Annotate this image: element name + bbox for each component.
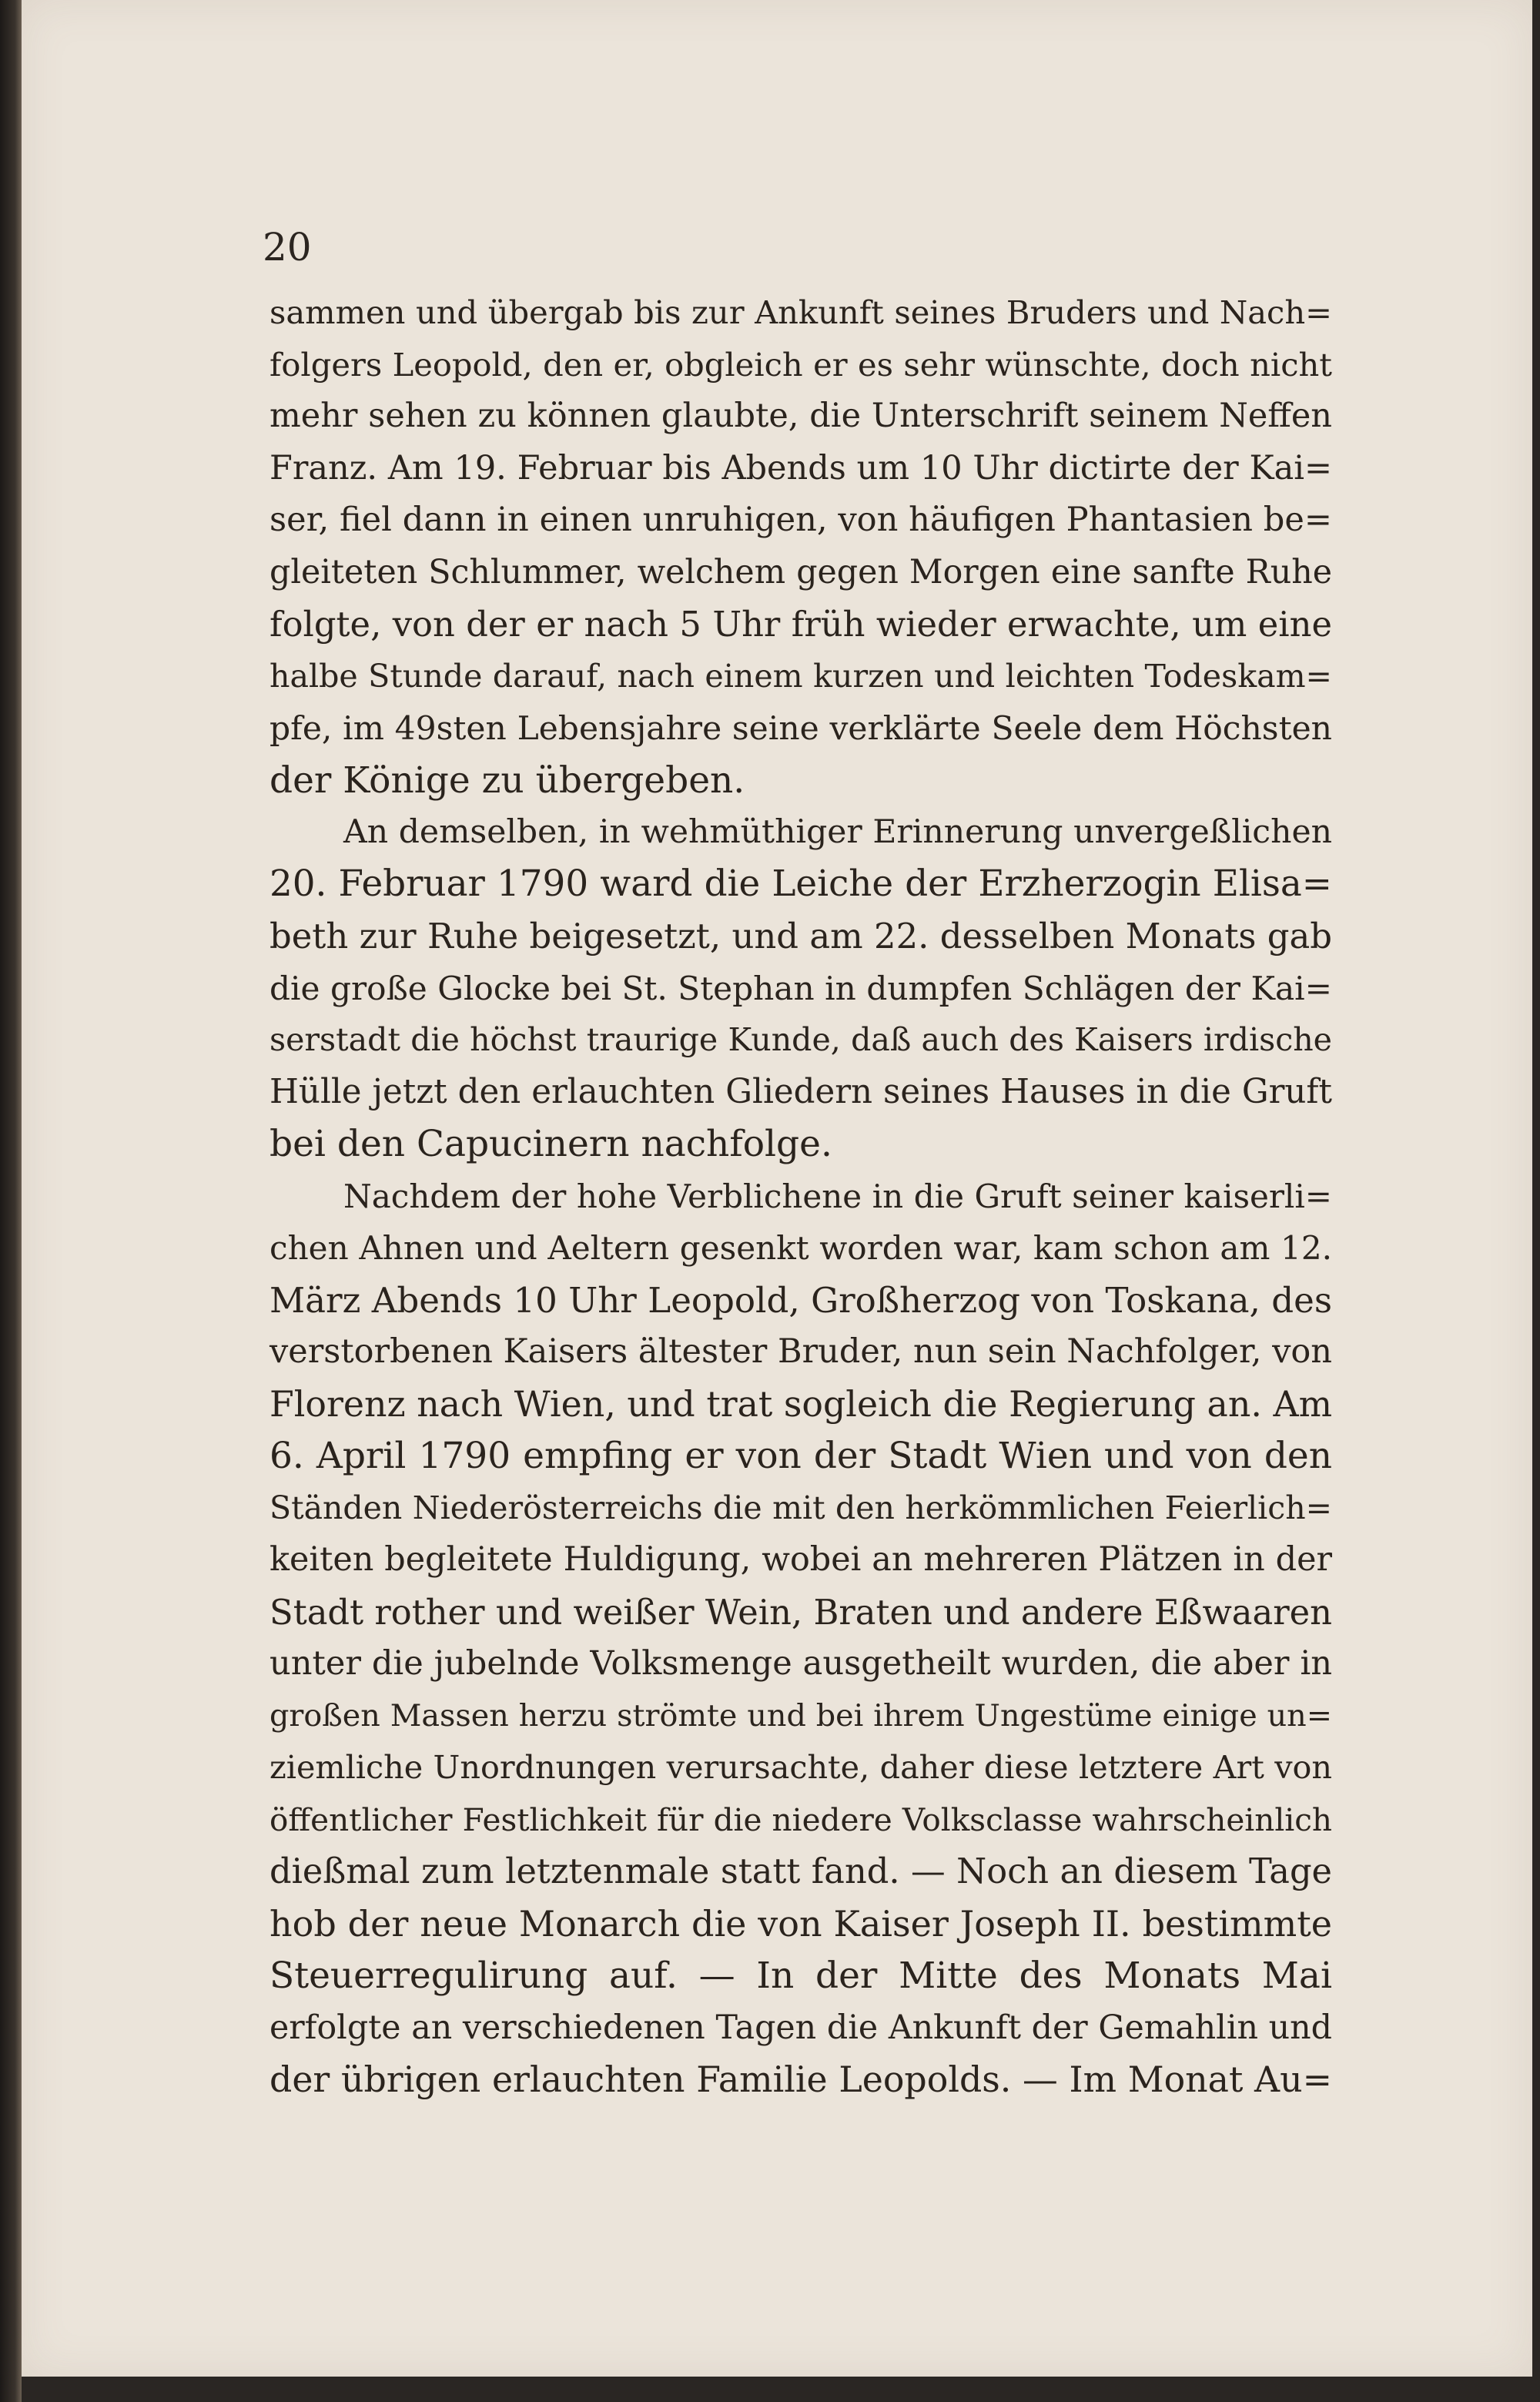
text-line: hob der neue Monarch die von Kaiser Joseph II. bestimmte	[270, 1902, 1332, 1945]
text-line: öffentlicher Festlichkeit für die niedere Volksclasse wahrscheinlich	[270, 1801, 1332, 1838]
text-line: Steuerregulirung auf. — In der Mitte des Monats Mai	[270, 1955, 1332, 1997]
text-line: Ständen Niederösterreichs die mit den herkömmlichen Feierlich=	[270, 1489, 1332, 1526]
text-line: keiten begleitete Huldigung, wobei an mehreren Plätzen in der	[270, 1540, 1332, 1579]
text-line: serstadt die höchst traurige Kunde, daß auch des Kaisers irdische	[270, 1021, 1332, 1058]
text-line: ser, fiel dann in einen unruhigen, von häufigen Phantasien be=	[270, 501, 1332, 539]
text-line: der übrigen erlauchten Familie Leopolds. — Im Monat Au=	[270, 2059, 1332, 2100]
text-line: pfe, im 49sten Lebensjahre seine verklärte Seele dem Höchsten	[270, 709, 1332, 747]
text-line: die große Glocke bei St. Stephan in dumpfen Schlägen der Kai=	[270, 969, 1332, 1007]
text-line: verstorbenen Kaisers ältester Bruder, nun sein Nachfolger, von	[270, 1332, 1332, 1371]
page-edge	[0, 0, 22, 2402]
text-line: Franz. Am 19. Februar bis Abends um 10 Uhr dictirte der Kai=	[270, 448, 1332, 487]
text-line: erfolgte an verschiedenen Tagen die Ankunft der Gemahlin und	[270, 2008, 1332, 2047]
text-line: dießmal zum letztenmale statt fand. — Noch an diesem Tage	[270, 1851, 1332, 1891]
text-line: sammen und übergab bis zur Ankunft seines Bruders und Nach=	[270, 293, 1332, 331]
text-line: unter die jubelnde Volksmenge ausgetheilt wurden, die aber in	[270, 1644, 1332, 1683]
text-line: Stadt rother und weißer Wein, Braten und andere Eßwaaren	[270, 1591, 1332, 1633]
text-line: der Könige zu übergeben.	[270, 759, 745, 802]
text-line: Florenz nach Wien, und trat sogleich die Regierung an. Am	[270, 1382, 1332, 1425]
text-line: gleiteten Schlummer, welchem gegen Morgen eine sanfte Ruhe	[270, 552, 1332, 591]
text-line: beth zur Ruhe beigesetzt, und am 22. desselben Monats gab	[270, 916, 1332, 956]
body-text	[270, 286, 1332, 2106]
text-line: chen Ahnen und Aeltern gesenkt worden war, kam schon am 12.	[270, 1229, 1332, 1267]
text-line: halbe Stunde darauf, nach einem kurzen und leichten Todeskam=	[270, 657, 1332, 695]
page-number: 20	[263, 225, 312, 270]
text-line: großen Massen herzu strömte und bei ihrem Ungestüme einige un=	[270, 1697, 1332, 1734]
text-line: Nachdem der hohe Verblichene in die Gruft seiner kaiserli=	[343, 1177, 1332, 1215]
text-line: bei den Capucinern nachfolge.	[270, 1123, 832, 1165]
text-line: An demselben, in wehmüthiger Erinnerung unvergeßlichen	[343, 813, 1332, 851]
text-line: 6. April 1790 empfing er von der Stadt Wien und von den	[270, 1435, 1332, 1477]
text-line: folgers Leopold, den er, obgleich er es sehr wünschte, doch nicht	[270, 345, 1332, 384]
text-line: 20. Februar 1790 ward die Leiche der Erzherzogin Elisa=	[270, 863, 1332, 905]
text-line: mehr sehen zu können glaubte, die Unterschrift seinem Neffen	[270, 397, 1332, 435]
text-line: März Abends 10 Uhr Leopold, Großherzog von Toskana, des	[270, 1279, 1332, 1321]
text-line: folgte, von der er nach 5 Uhr früh wieder erwachte, um eine	[270, 604, 1332, 645]
text-line: ziemliche Unordnungen verursachte, daher diese letztere Art von	[270, 1749, 1332, 1786]
text-line: Hülle jetzt den erlauchten Gliedern seines Hauses in die Gruft	[270, 1072, 1332, 1111]
